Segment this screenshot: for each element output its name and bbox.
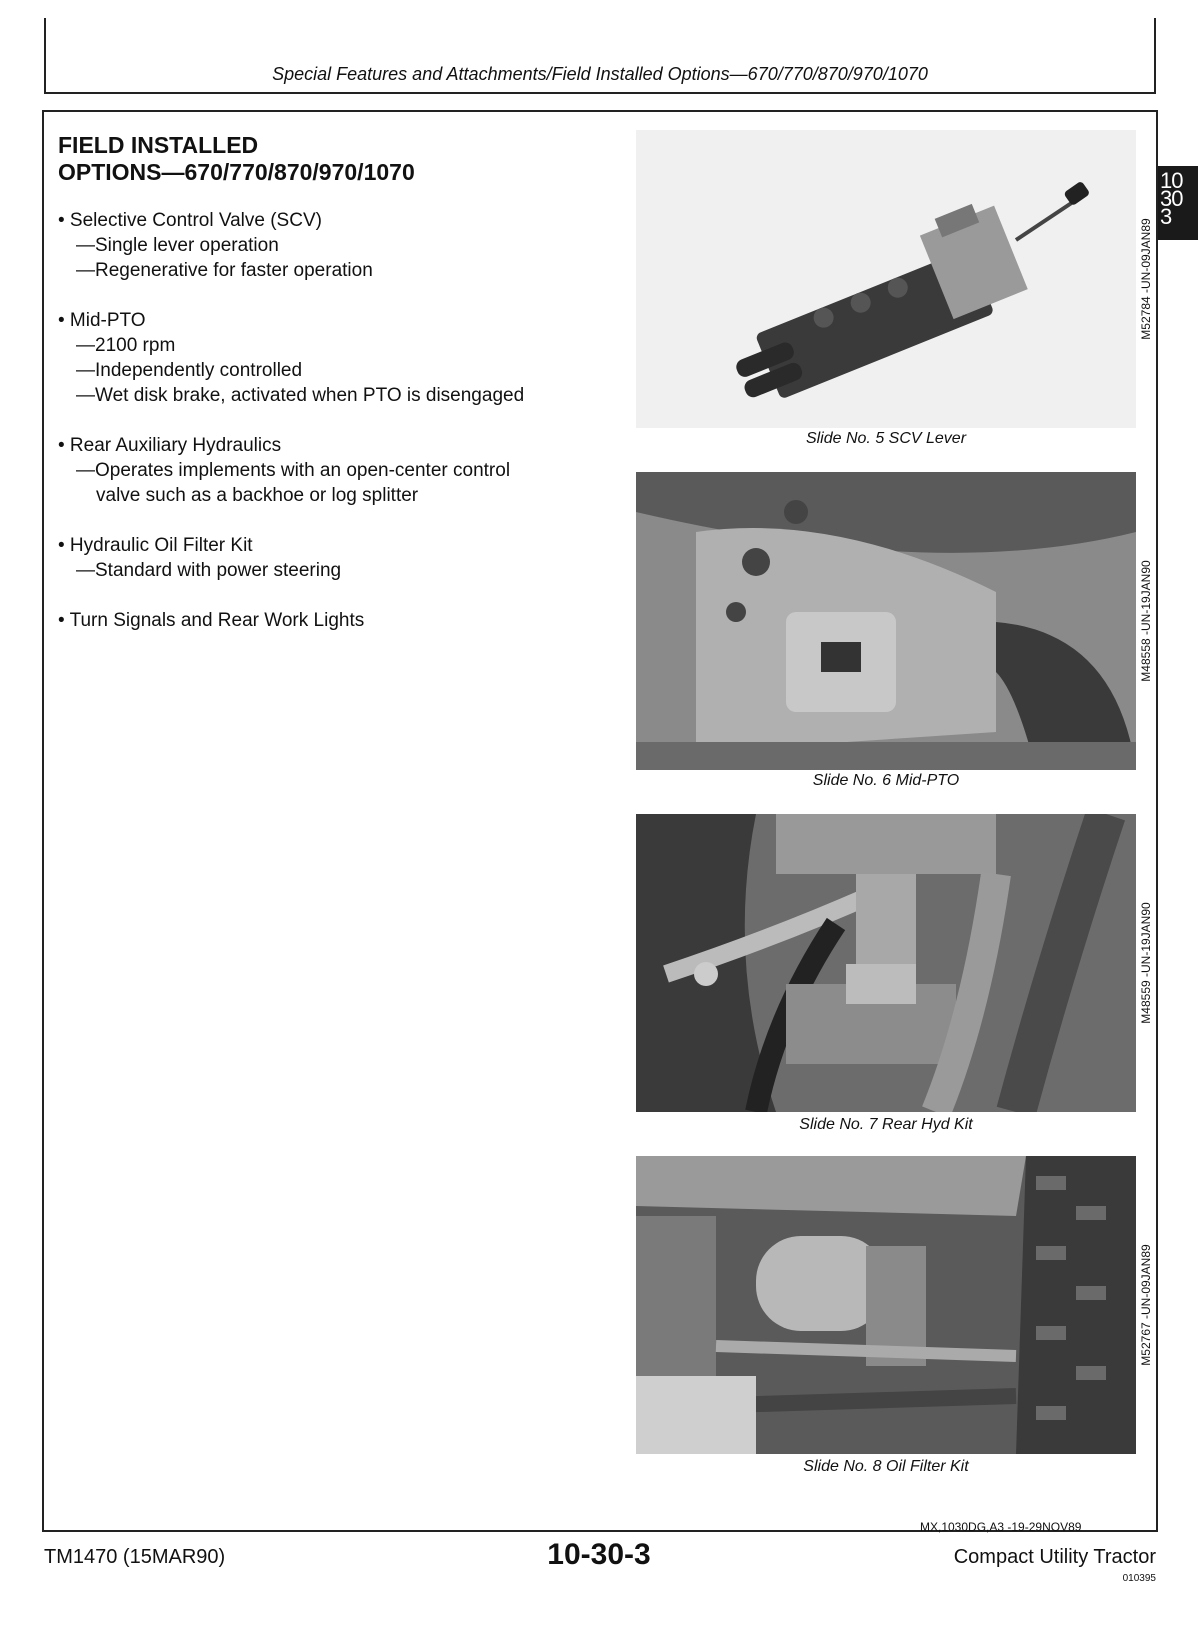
bullet-text: • Selective Control Valve (SCV) [58,210,322,231]
document-id: MX,1030DG,A3 -19-29NOV89 [920,1520,1082,1534]
running-head: Special Features and Attachments/Field Installed Options—670/770/870/970/1070 [272,64,928,84]
title-line: FIELD INSTALLED [58,132,259,158]
rear-hyd-kit-photo [636,814,1136,1112]
section-tab-line: 10 [1160,168,1183,193]
oil-filter-kit-photo [636,1156,1136,1454]
sub-bullet: —Wet disk brake, activated when PTO is disengaged [76,385,525,406]
sub-bullet: —Independently controlled [76,360,303,381]
figure-code: M48558 -UN-19JAN90 [1139,560,1153,682]
sub-bullet: —Single lever operation [76,235,279,256]
bullet-text: • Hydraulic Oil Filter Kit [58,535,253,556]
figure-code: M48559 -UN-19JAN90 [1139,902,1153,1024]
bullet-text: • Rear Auxiliary Hydraulics [58,435,282,456]
footer-product: Compact Utility Tractor [953,1546,1156,1568]
page-number: 10-30-3 [547,1538,651,1571]
figure-caption: Slide No. 7 Rear Hyd Kit [799,1116,973,1133]
section-tab [1158,166,1198,240]
scv-lever-photo [636,130,1136,428]
list-item [58,608,618,633]
list-item [58,208,618,283]
footer-manual-id: TM1470 (15MAR90) [44,1546,226,1568]
section-tab-line: 30 [1160,186,1183,211]
figure-code: M52784 -UN-09JAN89 [1139,218,1153,340]
figure-code: M52767 -UN-09JAN89 [1139,1244,1153,1366]
section-tab-line: 3 [1160,204,1172,229]
list-item [58,533,618,583]
figure-caption: Slide No. 6 Mid-PTO [812,772,960,789]
list-item [58,433,618,508]
title-line: OPTIONS—670/770/870/970/1070 [58,159,415,185]
bullet-text: • Turn Signals and Rear Work Lights [58,610,365,631]
mid-pto-photo [636,472,1136,770]
footer-code: 010395 [1122,1573,1156,1584]
page-title [58,132,415,186]
option-list [58,208,618,658]
list-item [58,308,618,408]
sub-bullet: —2100 rpm [76,335,176,356]
figure-caption: Slide No. 8 Oil Filter Kit [803,1458,969,1475]
sub-bullet: —Standard with power steering [76,560,342,581]
sub-bullet: —Regenerative for faster operation [76,260,373,281]
bullet-text: • Mid-PTO [58,310,146,331]
figure-caption: Slide No. 5 SCV Lever [805,430,967,447]
sub-bullet: —Operates implements with an open-center control valve such as a backhoe or log splitter [76,460,511,506]
